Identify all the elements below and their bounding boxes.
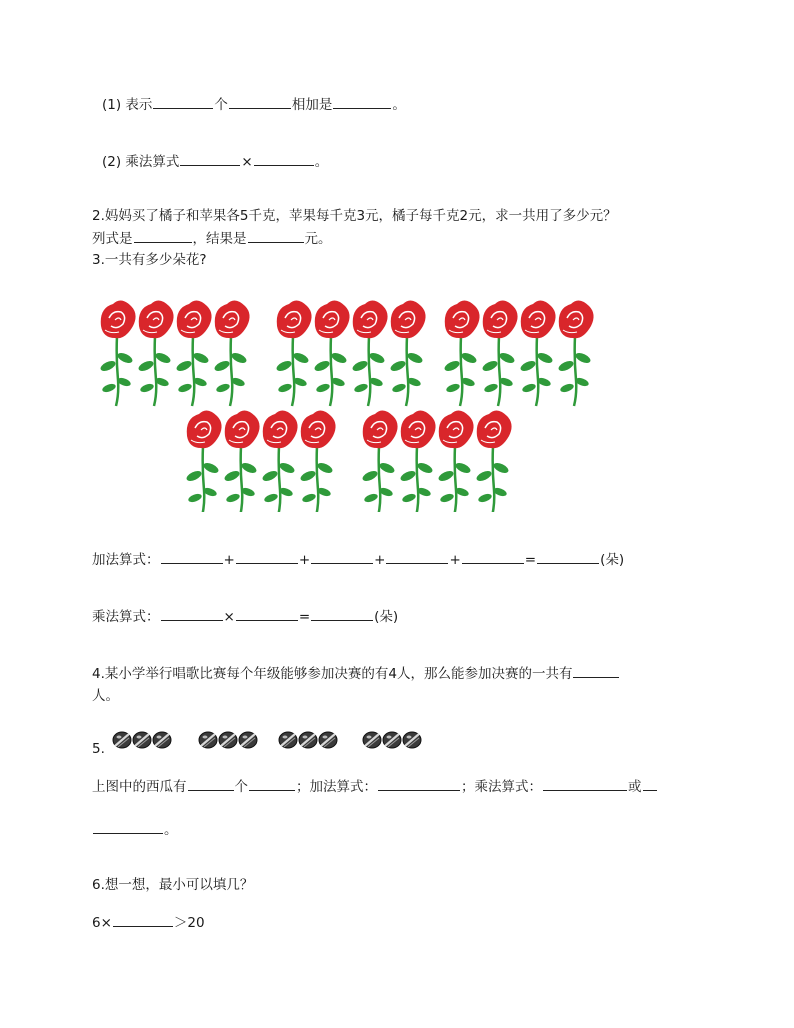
rose-icon (213, 300, 250, 406)
plus-sign: + (449, 552, 461, 568)
answer-blank[interactable] (643, 777, 657, 791)
q5-text-b: 个 (234, 779, 248, 795)
answer-blank[interactable] (537, 550, 599, 564)
watermelon-icon (383, 732, 401, 748)
q3-title: 3.一共有多少朵花? (92, 252, 207, 268)
q2-text-a: 列式是 (92, 231, 133, 247)
watermelon-icon (319, 732, 337, 748)
answer-blank[interactable] (180, 152, 240, 166)
rose-icon (475, 410, 512, 512)
answer-blank[interactable] (113, 913, 173, 927)
unit-label: (朵) (374, 609, 399, 625)
watermelon-icon (113, 732, 131, 748)
equals-sign: = (524, 552, 537, 568)
watermelon-icon (199, 732, 217, 748)
q1-part1 (102, 95, 406, 114)
q4-line2: 人。 (92, 688, 119, 704)
q5-text-e: 或 (628, 779, 642, 795)
answer-blank[interactable] (236, 607, 298, 621)
rose-icon (399, 410, 436, 512)
answer-blank[interactable] (161, 607, 223, 621)
q5-text-c: ；加法算式： (296, 779, 377, 795)
rose-icon (99, 300, 136, 406)
rose-icon (137, 300, 174, 406)
q5-number: 5. (92, 741, 105, 757)
q6-answer-line (92, 913, 205, 932)
q2-answer-line (92, 229, 332, 248)
answer-blank[interactable] (311, 607, 373, 621)
rose-icon (351, 300, 388, 406)
q5-text-d: ；乘法算式： (461, 779, 542, 795)
watermelon-icon (403, 732, 421, 748)
times-sign: × (241, 154, 253, 170)
q4-text: 4.某小学举行唱歌比赛每个年级能够参加决赛的有4人，那么能参加决赛的一共有 (92, 666, 573, 682)
rose-icon (313, 300, 350, 406)
q2-question: 2.妈妈买了橘子和苹果各5千克，苹果每千克3元，橘子每千克2元，求一共用了多少元？ (92, 208, 617, 224)
answer-blank[interactable] (254, 152, 314, 166)
q5-answer-line (92, 777, 658, 796)
watermelon-icon (219, 732, 237, 748)
q2-text-b: ，结果是 (192, 231, 247, 247)
answer-blank[interactable] (249, 777, 295, 791)
plus-sign: + (223, 552, 235, 568)
answer-blank[interactable] (543, 777, 627, 791)
rose-icon (389, 300, 426, 406)
q6-title: 6.想一想，最小可以填几？ (92, 877, 254, 893)
times-sign: × (223, 609, 235, 625)
answer-blank[interactable] (311, 550, 373, 564)
equals-sign: = (298, 609, 311, 625)
rose-icon (557, 300, 594, 406)
rose-icon (437, 410, 474, 512)
watermelons-image (108, 728, 438, 754)
q5-text-a: 上图中的西瓜有 (92, 779, 187, 795)
watermelon-icon (363, 732, 381, 748)
q1-part2-text-c: 。 (314, 154, 329, 170)
rose-icon (361, 410, 398, 512)
addition-label: 加法算式： (92, 552, 160, 568)
answer-blank[interactable] (161, 550, 223, 564)
answer-blank[interactable] (386, 550, 448, 564)
q1-part1-text-b: 个 (214, 97, 228, 113)
q4-question (92, 664, 620, 683)
multiplication-label: 乘法算式： (92, 609, 160, 625)
rose-icon (175, 300, 212, 406)
answer-blank[interactable] (236, 550, 298, 564)
q1-part1-text-c: 相加是 (291, 97, 333, 113)
plus-sign: + (374, 552, 386, 568)
answer-blank[interactable] (573, 664, 619, 678)
q2-text-c: 元。 (304, 231, 332, 247)
rose-icon (299, 410, 336, 512)
q3-addition-line (92, 550, 624, 569)
rose-icon (443, 300, 480, 406)
q5-answer-line2 (92, 820, 178, 839)
answer-blank[interactable] (462, 550, 524, 564)
answer-blank[interactable] (333, 95, 391, 109)
watermelon-icon (133, 732, 151, 748)
rose-icon (275, 300, 312, 406)
q1-part2-label: (2) 乘法算式 (102, 154, 180, 170)
q5-text-f: 。 (164, 822, 178, 838)
q6-text-a: 6× (92, 915, 112, 931)
rose-icon (261, 410, 298, 512)
answer-blank[interactable] (229, 95, 291, 109)
flowers-image (95, 290, 601, 512)
answer-blank[interactable] (93, 820, 163, 834)
watermelon-icon (239, 732, 257, 748)
rose-icon (185, 410, 222, 512)
q1-part1-text-d: 。 (392, 97, 406, 113)
watermelon-icon (279, 732, 297, 748)
rose-icon (223, 410, 260, 512)
unit-label: (朵) (600, 552, 625, 568)
rose-icon (519, 300, 556, 406)
q6-text-b: ＞20 (173, 915, 205, 931)
watermelon-icon (299, 732, 317, 748)
answer-blank[interactable] (153, 95, 213, 109)
q3-multiplication-line (92, 607, 398, 626)
q1-part2 (102, 152, 328, 171)
answer-blank[interactable] (248, 229, 304, 243)
plus-sign: + (298, 552, 311, 568)
answer-blank[interactable] (378, 777, 460, 791)
q1-part1-label: (1) 表示 (102, 97, 153, 113)
watermelon-icon (153, 732, 171, 748)
answer-blank[interactable] (188, 777, 234, 791)
answer-blank[interactable] (134, 229, 192, 243)
rose-icon (481, 300, 518, 406)
